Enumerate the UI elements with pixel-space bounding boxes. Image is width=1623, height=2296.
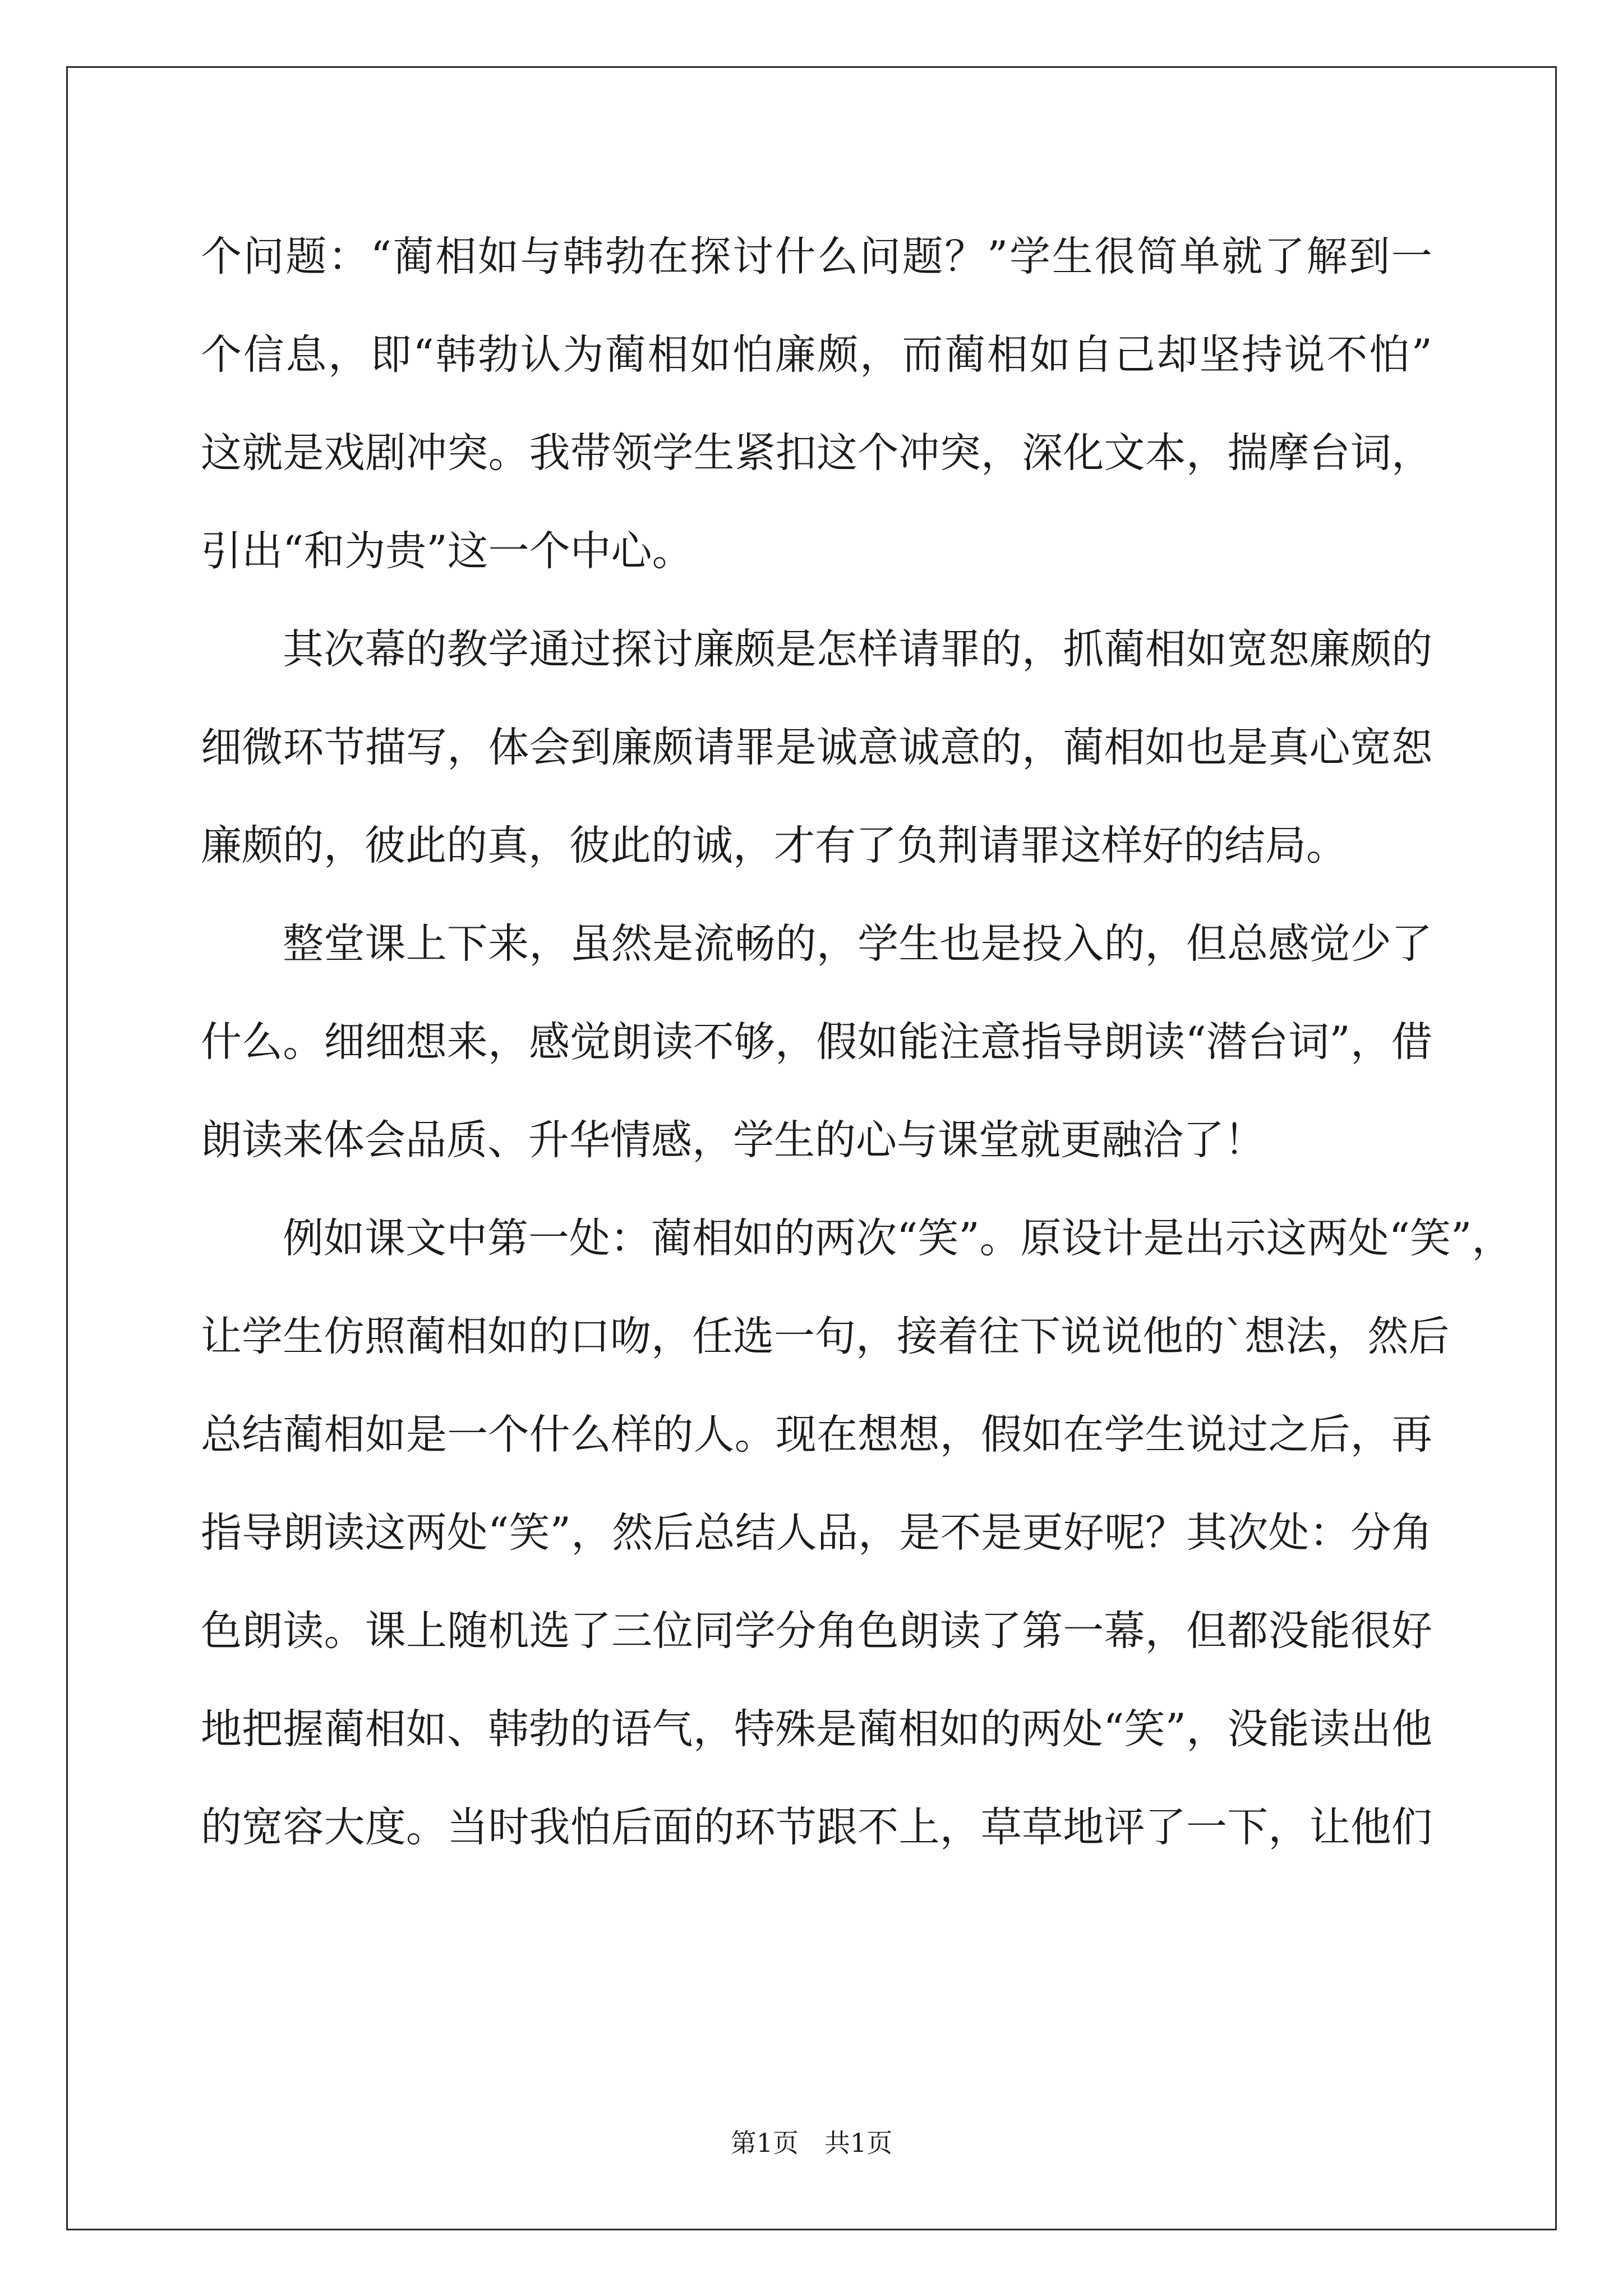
- text-line: 指导朗读这两处“笑”，然后总结人品，是不是更好呢？其次处：分角: [201, 1509, 1432, 1557]
- text-line: 个问题：“蔺相如与韩勃在探讨什么问题？”学生很简单就了解到一: [201, 233, 1432, 280]
- text-line: 总结蔺相如是一个什么样的人。现在想想，假如在学生说过之后，再: [201, 1411, 1432, 1458]
- text-line: 什么。细细想来，感觉朗读不够，假如能注意指导朗读“潜台词”，借: [201, 1018, 1432, 1066]
- text-line: 让学生仿照蔺相如的口吻，任选一句，接着往下说说他的`想法，然后: [201, 1313, 1450, 1360]
- text-line: 色朗读。课上随机选了三位同学分角色朗读了第一幕，但都没能很好: [201, 1607, 1432, 1655]
- page-footer: 第1页 共1页: [730, 2128, 893, 2158]
- text-line: 例如课文中第一处：蔺相如的两次“笑”。原设计是出示这两处“笑”，: [283, 1214, 1513, 1262]
- text-line: 整堂课上下来，虽然是流畅的，学生也是投入的，但总感觉少了: [283, 920, 1432, 968]
- document-body: [201, 208, 1513, 1876]
- text-line: 朗读来体会品质、升华情感，学生的心与课堂就更融洽了！: [201, 1116, 1265, 1164]
- text-line: 的宽容大度。当时我怕后面的环节跟不上，草草地评了一下，让他们: [201, 1803, 1432, 1851]
- text-line: 个信息，即“韩勃认为蔺相如怕廉颇，而蔺相如自己却坚持说不怕”: [201, 331, 1432, 379]
- text-line: 地把握蔺相如、韩勃的语气，特殊是蔺相如的两处“笑”，没能读出他: [201, 1705, 1432, 1753]
- text-line: 这就是戏剧冲突。我带领学生紧扣这个冲突，深化文本，揣摩台词，: [201, 429, 1432, 477]
- text-line: 细微环节描写，体会到廉颇请罪是诚意诚意的，蔺相如也是真心宽恕: [201, 724, 1432, 771]
- text-line: 引出“和为贵”这一个中心。: [201, 527, 693, 575]
- text-line: 其次幕的教学通过探讨廉颇是怎样请罪的，抓蔺相如宽恕廉颇的: [283, 625, 1432, 673]
- text-line: 廉颇的，彼此的真，彼此的诚，才有了负荆请罪这样好的结局。: [201, 822, 1347, 869]
